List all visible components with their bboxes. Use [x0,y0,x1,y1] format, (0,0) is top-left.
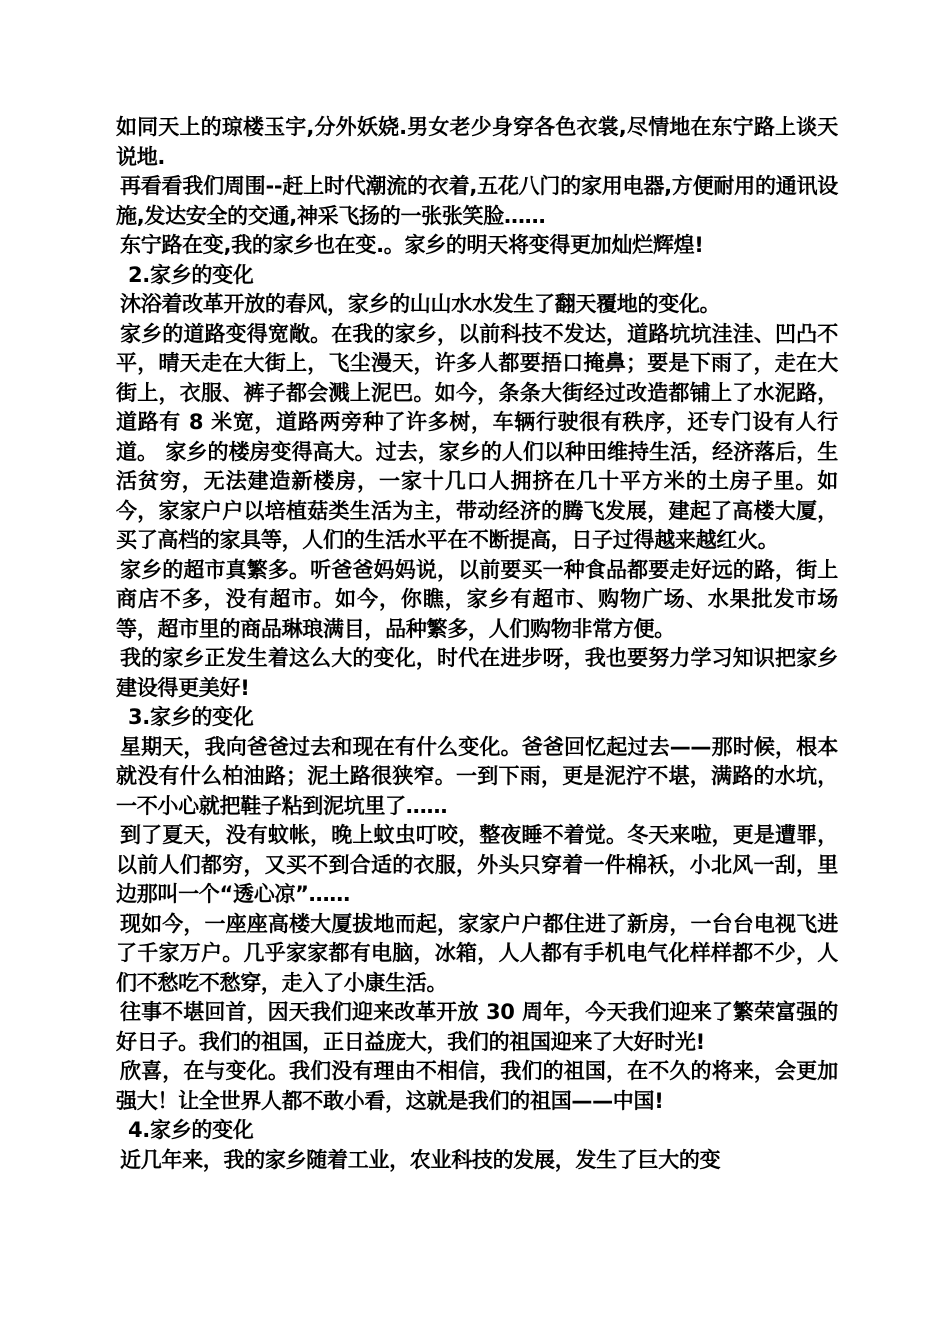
section-heading: 3.家乡的变化 [128,705,254,729]
section-heading: 2.家乡的变化 [128,262,254,287]
paragraph: 我的家乡正发生着这么大的变化，时代在进步呀，我也要努力学习知识把家乡建设得更美好! [116,646,838,700]
paragraph: 东宁路在变,我的家乡也在变.。家乡的明天将变得更加灿烂辉煌! [120,233,704,257]
paragraph: 到了夏天，没有蚊帐，晚上蚊虫叮咬，整夜睡不着觉。冬天来啦，更是遭罪，以前人们都穷，又买不到合适的衣服，外头只穿着一件棉袄，小北风一刮，里边那叫一个“透心凉”…… [116,823,838,906]
paragraph: 现如今，一座座高楼大厦拔地而起，家家户户都住进了新房，一台台电视飞进了千家万户。几乎家家都有电脑，冰箱，人人都有手机电气化样样都不少，人们不愁吃不愁穿，走入了小康生活。 [116,911,838,995]
paragraph: 星期天，我向爸爸过去和现在有什么变化。爸爸回忆起过去——那时候，根本就没有什么柏油路；泥土路很狭窄。一到下雨，更是泥泞不堪，满路的水坑，一不小心就把鞋子粘到泥坑里了…… [116,734,838,818]
paragraph: 家乡的超市真繁多。听爸爸妈妈说，以前要买一种食品都要走好远的路，街上商店不多，没有超市。如今，你瞧，家乡有超市、购物广场、水果批发市场等，超市里的商品琳琅满目，品种繁多，人们购物非常方便。 [116,557,838,641]
paragraph: 再看看我们周围--赶上时代潮流的衣着,五花八门的家用电器,方便耐用的通讯设施,发达安全的交通,神采飞扬的一张张笑脸…… [116,174,838,228]
section-heading: 4.家乡的变化 [128,1118,254,1142]
paragraph: 往事不堪回首，因天我们迎来改革开放 30 周年，今天我们迎来了繁荣富强的好日子。我们的祖国，正日益庞大，我们的祖国迎来了大好时光! [116,1000,838,1054]
paragraph: 如同天上的琼楼玉宇,分外妖娆.男女老少身穿各色衣裳,尽情地在东宁路上谈天说地. [116,115,838,169]
paragraph: 近几年来，我的家乡随着工业，农业科技的发展，发生了巨大的变 [120,1147,721,1172]
document-page [116,113,838,1175]
paragraph: 沐浴着改革开放的春风，家乡的山山水水发生了翻天覆地的变化。 [120,292,721,316]
paragraph: 欣喜，在与变化。我们没有理由不相信，我们的祖国，在不久的将来，会更加强大！让全世界人都不敢小看，这就是我们的祖国——中国! [116,1059,838,1113]
paragraph: 家乡的道路变得宽敞。在我的家乡，以前科技不发达，道路坑坑洼洼、凹凸不平，晴天走在大街上，飞尘漫天，许多人都要捂口掩鼻；要是下雨了，走在大街上，衣服、裤子都会溅上泥巴。如今，条条大街经过改造都铺上了水泥路，道路有 8 米宽，道路两旁种了许多树，车辆行驶很有秩序，还专门设有人行道。 家乡的楼房变得高大。过去，家乡的人们以种田维持生活，经济落后，生活贫穷，无法建造新楼房，一家十几口人拥挤在几十平方米的土房子里。如今，家家户户以培植菇类生活为主，带动经济的腾飞发展，建起了高楼大厦，买了高档的家具等，人们的生活水平在不断提高，日子过得越来越红火。 [116,321,838,552]
